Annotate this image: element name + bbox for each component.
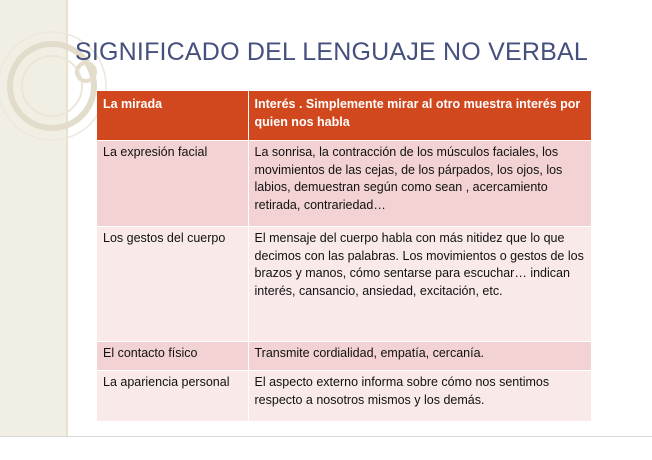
meaning-cell: El mensaje del cuerpo habla con más nitidez que lo que decimos con las palabras. Los movimientos o gestos de los brazos y manos, cómo sentarse para escuchar… indican interés, cansancio, ansiedad, excitación, etc. — [248, 227, 591, 342]
meaning-cell: El aspecto externo informa sobre cómo nos sentimos respecto a nosotros mismos y los demás. — [248, 371, 591, 422]
table-row — [97, 371, 591, 422]
meaning-cell: Transmite cordialidad, empatía, cercanía. — [248, 342, 591, 371]
meaning-cell: La sonrisa, la contracción de los músculos faciales, los movimientos de las cejas, de los párpados, los ojos, los labios, demuestran según como sean , acercamiento retirada, contrariedad… — [248, 141, 591, 227]
aspect-cell: La apariencia personal — [97, 371, 248, 422]
header-aspect-cell: La mirada — [97, 91, 248, 141]
nonverbal-table — [97, 91, 591, 422]
header-meaning-cell: Interés . Simplemente mirar al otro muestra interés por quien nos habla — [248, 91, 591, 141]
aspect-cell: Los gestos del cuerpo — [97, 227, 248, 342]
aspect-cell: El contacto físico — [97, 342, 248, 371]
table-row — [97, 342, 591, 371]
aspect-cell: La expresión facial — [97, 141, 248, 227]
table-row — [97, 141, 591, 227]
slide-title: SIGNIFICADO DEL LENGUAJE NO VERBAL — [75, 38, 588, 66]
table-header-row — [97, 91, 591, 141]
table-row — [97, 227, 591, 342]
